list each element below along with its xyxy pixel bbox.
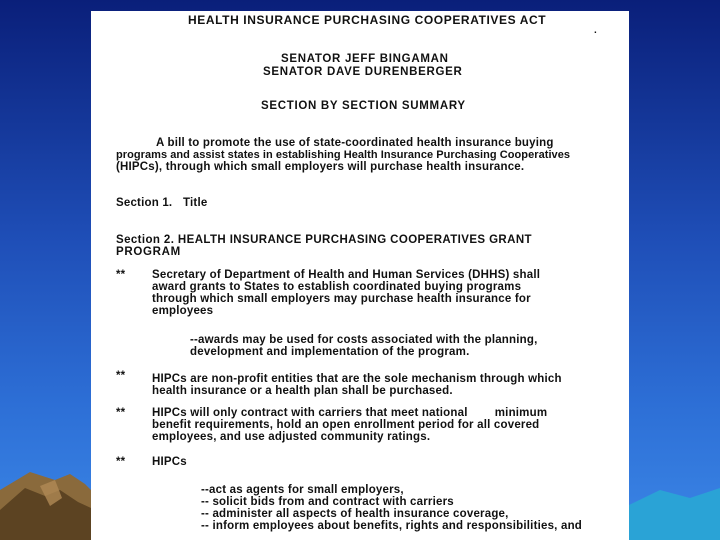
bullet-4-sub-3: -- administer all aspects of health insurance coverage, (201, 508, 509, 520)
bullet-marker: ** (116, 407, 126, 419)
sponsor-1: SENATOR JEFF BINGAMAN (281, 53, 449, 65)
section-1-title: Title (183, 197, 208, 209)
bullet-1-sub-2: development and implementation of the program. (190, 346, 470, 358)
bullet-1-line-3: through which small employers may purchase health insurance for (152, 293, 531, 305)
bullet-3-line-1: HIPCs will only contract with carriers that meet national minimum (152, 407, 548, 419)
bullet-4-sub-2: -- solicit bids from and contract with carriers (201, 496, 454, 508)
section-1-label: Section 1. (116, 197, 173, 209)
bullet-3-line-3: employees, and use adjusted community ratings. (152, 431, 431, 443)
bullet-marker: ** (116, 370, 126, 382)
section-2-heading-line-1: Section 2. HEALTH INSURANCE PURCHASING COOPERATIVES GRANT (116, 234, 532, 246)
section-2-heading-line-2: PROGRAM (116, 246, 181, 258)
bullet-1-line-4: employees (152, 305, 214, 317)
bullet-4-sub-4: -- inform employees about benefits, rights and responsibilities, and (201, 520, 583, 532)
bullet-4-sub-1: --act as agents for small employers, (201, 484, 404, 496)
bullet-2-line-2: health insurance or a health plan shall be purchased. (152, 385, 453, 397)
intro-line-3: (HIPCs), through which small employers will purchase health insurance. (116, 161, 525, 173)
intro-line-1: A bill to promote the use of state-coordinated health insurance buying (156, 137, 554, 149)
summary-heading: SECTION BY SECTION SUMMARY (261, 100, 466, 112)
bullet-1-line-1: Secretary of Department of Health and Human Services (DHHS) shall (152, 269, 541, 281)
stray-mark: . (594, 25, 597, 36)
bullet-1-sub-1: --awards may be used for costs associated with the planning, (190, 334, 538, 346)
bullet-marker: ** (116, 269, 126, 281)
document-title: HEALTH INSURANCE PURCHASING COOPERATIVES ACT (188, 13, 547, 27)
bullet-marker: ** (116, 456, 126, 468)
bullet-1-line-2: award grants to States to establish coordinated buying programs (152, 281, 522, 293)
document-page (91, 11, 629, 540)
bullet-4-line-1: HIPCs (152, 456, 187, 468)
intro-line-2: programs and assist states in establishing Health Insurance Purchasing Cooperatives (116, 149, 571, 161)
bullet-3-line-2: benefit requirements, hold an open enrollment period for all covered (152, 419, 540, 431)
sponsor-2: SENATOR DAVE DURENBERGER (263, 66, 463, 78)
bullet-2-line-1: HIPCs are non-profit entities that are the sole mechanism through which (152, 373, 562, 385)
